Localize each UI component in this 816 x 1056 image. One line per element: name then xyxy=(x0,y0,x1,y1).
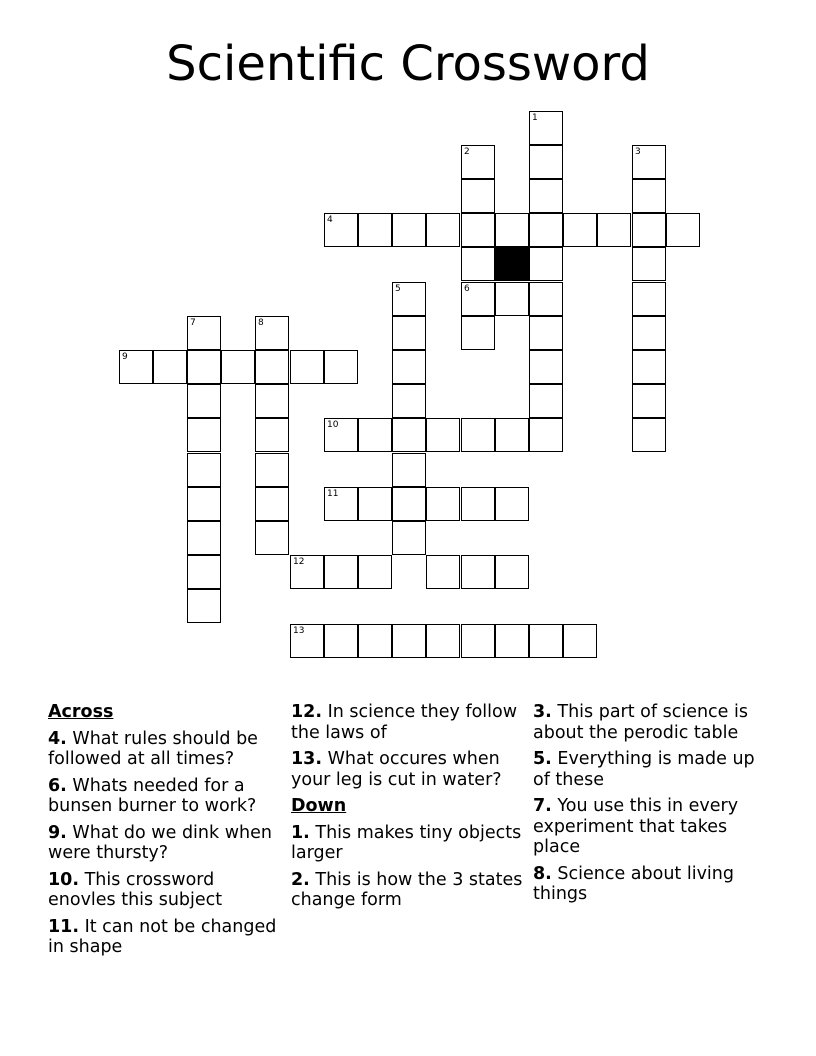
clue-text: What rules should be followed at all times? xyxy=(48,728,258,769)
crossword-cell[interactable] xyxy=(495,213,529,247)
crossword-cell[interactable] xyxy=(563,213,597,247)
crossword-cell[interactable] xyxy=(324,624,358,658)
cell-number: 2 xyxy=(464,147,470,157)
crossword-cell[interactable] xyxy=(392,521,426,555)
crossword-cell[interactable] xyxy=(461,282,495,316)
clue-text: This crossword enovles this subject xyxy=(48,869,223,910)
clue-across-13 xyxy=(291,749,529,790)
crossword-cell[interactable] xyxy=(392,624,426,658)
clue-down-1 xyxy=(291,823,529,864)
clue-across-4 xyxy=(48,729,286,770)
cell-number: 6 xyxy=(464,284,470,294)
crossword-cell[interactable] xyxy=(529,624,563,658)
crossword-cell[interactable] xyxy=(461,487,495,521)
clue-number: 10. xyxy=(48,869,80,890)
crossword-cell[interactable] xyxy=(255,350,289,384)
clue-text: It can not be changed in shape xyxy=(48,916,277,957)
crossword-cell[interactable] xyxy=(324,555,358,589)
clue-number: 1. xyxy=(291,822,310,843)
clue-text: This part of science is about the perodic table xyxy=(533,702,748,743)
crossword-cell[interactable] xyxy=(392,213,426,247)
crossword-cell[interactable] xyxy=(529,213,563,247)
cell-number: 11 xyxy=(327,489,339,499)
crossword-cell[interactable] xyxy=(392,384,426,418)
crossword-cell[interactable] xyxy=(358,213,392,247)
clue-text: What occures when your leg is cut in water? xyxy=(291,749,502,790)
clue-number: 7. xyxy=(533,796,552,816)
crossword-cell[interactable] xyxy=(324,487,358,521)
crossword-cell[interactable] xyxy=(290,555,324,589)
crossword-cell[interactable] xyxy=(187,521,221,555)
crossword-cell[interactable] xyxy=(187,555,221,589)
crossword-cell[interactable] xyxy=(529,145,563,179)
crossword-cell[interactable] xyxy=(632,316,666,350)
clues-column-2 xyxy=(291,702,529,917)
clue-text: In science they follow the laws of xyxy=(291,702,518,743)
crossword-cell[interactable] xyxy=(632,145,666,179)
crossword-cell[interactable] xyxy=(187,350,221,384)
crossword-cell[interactable] xyxy=(529,282,563,316)
crossword-cell[interactable] xyxy=(392,316,426,350)
crossword-cell[interactable] xyxy=(632,282,666,316)
crossword-cell[interactable] xyxy=(461,555,495,589)
clue-number: 12. xyxy=(291,702,323,722)
cell-number: 10 xyxy=(327,420,339,430)
clues-column-3 xyxy=(533,702,771,911)
crossword-cell[interactable] xyxy=(392,487,426,521)
crossword-cell[interactable] xyxy=(426,624,460,658)
clue-number: 8. xyxy=(533,863,552,884)
crossword-cell[interactable] xyxy=(529,316,563,350)
crossword-cell[interactable] xyxy=(461,247,495,281)
crossword-cell[interactable] xyxy=(495,282,529,316)
crossword-cell[interactable] xyxy=(632,350,666,384)
crossword-cell[interactable] xyxy=(495,487,529,521)
clue-number: 13. xyxy=(291,749,323,769)
clue-across-9 xyxy=(48,823,286,864)
crossword-cell[interactable] xyxy=(221,350,255,384)
crossword-cell[interactable] xyxy=(426,418,460,452)
cell-number: 7 xyxy=(190,318,196,328)
clue-number: 11. xyxy=(48,916,80,937)
crossword-cell[interactable] xyxy=(495,418,529,452)
crossword-cell[interactable] xyxy=(632,247,666,281)
crossword-cell[interactable] xyxy=(392,350,426,384)
crossword-cell[interactable] xyxy=(529,350,563,384)
cell-number: 12 xyxy=(293,557,305,567)
crossword-cell[interactable] xyxy=(119,350,153,384)
crossword-cell[interactable] xyxy=(461,213,495,247)
crossword-cell[interactable] xyxy=(358,418,392,452)
clue-down-8 xyxy=(533,864,771,905)
clue-number: 6. xyxy=(48,775,67,796)
clue-across-12 xyxy=(291,702,529,743)
crossword-cell[interactable] xyxy=(324,418,358,452)
crossword-cell[interactable] xyxy=(461,624,495,658)
clue-across-6 xyxy=(48,776,286,817)
down-heading: Down xyxy=(291,796,347,816)
cell-number: 13 xyxy=(293,626,305,636)
clue-number: 3. xyxy=(533,702,552,722)
crossword-cell[interactable] xyxy=(358,624,392,658)
crossword-cell[interactable] xyxy=(187,384,221,418)
crossword-cell[interactable] xyxy=(426,213,460,247)
clue-across-11 xyxy=(48,917,286,958)
crossword-cell[interactable] xyxy=(392,453,426,487)
crossword-cell[interactable] xyxy=(461,316,495,350)
clue-text: You use this in every experiment that takes place xyxy=(533,796,739,857)
clue-across-10 xyxy=(48,870,286,911)
clue-text: Everything is made up of these xyxy=(533,749,755,790)
page-title: Scientific Crossword xyxy=(166,36,650,92)
crossword-cell[interactable] xyxy=(255,521,289,555)
crossword-cell[interactable] xyxy=(495,555,529,589)
crossword-cell[interactable] xyxy=(358,555,392,589)
clue-down-3 xyxy=(533,702,771,743)
crossword-cell[interactable] xyxy=(632,213,666,247)
cell-number: 1 xyxy=(532,113,538,123)
cell-number: 9 xyxy=(122,352,128,362)
crossword-cell[interactable] xyxy=(529,418,563,452)
cell-number: 4 xyxy=(327,215,333,225)
crossword-cell[interactable] xyxy=(495,624,529,658)
crossword-cell[interactable] xyxy=(187,589,221,623)
clue-text: What do we dink when were thursty? xyxy=(48,822,272,863)
crossword-cell[interactable] xyxy=(529,111,563,145)
crossword-cell[interactable] xyxy=(187,487,221,521)
crossword-cell[interactable] xyxy=(666,213,700,247)
crossword-cell[interactable] xyxy=(187,316,221,350)
crossword-cell[interactable] xyxy=(290,624,324,658)
crossword-cell[interactable] xyxy=(392,282,426,316)
crossword-cell[interactable] xyxy=(358,487,392,521)
crossword-cell[interactable] xyxy=(563,624,597,658)
clue-down-7 xyxy=(533,796,771,858)
clue-down-2 xyxy=(291,870,529,911)
crossword-cell[interactable] xyxy=(290,350,324,384)
crossword-cell[interactable] xyxy=(461,145,495,179)
crossword-cell[interactable] xyxy=(153,350,187,384)
crossword-cell[interactable] xyxy=(529,179,563,213)
crossword-cell[interactable] xyxy=(255,316,289,350)
crossword-cell[interactable] xyxy=(632,418,666,452)
crossword-cell[interactable] xyxy=(255,384,289,418)
crossword-cell[interactable] xyxy=(255,418,289,452)
crossword-cell[interactable] xyxy=(392,418,426,452)
crossword-cell[interactable] xyxy=(187,453,221,487)
crossword-cell[interactable] xyxy=(255,453,289,487)
across-heading: Across xyxy=(48,702,114,722)
crossword-cell[interactable] xyxy=(324,350,358,384)
clue-text: This is how the 3 states change form xyxy=(291,869,523,910)
clue-text: Whats needed for a bunsen burner to work? xyxy=(48,775,257,816)
clue-number: 9. xyxy=(48,822,67,843)
crossword-cell[interactable] xyxy=(461,179,495,213)
crossword-cell[interactable] xyxy=(632,384,666,418)
crossword-cell[interactable] xyxy=(187,418,221,452)
crossword-cell[interactable] xyxy=(632,179,666,213)
crossword-cell[interactable] xyxy=(529,384,563,418)
clue-number: 4. xyxy=(48,728,67,749)
crossword-cell[interactable] xyxy=(529,247,563,281)
crossword-cell[interactable] xyxy=(461,418,495,452)
crossword-block xyxy=(495,247,529,281)
cell-number: 3 xyxy=(635,147,641,157)
crossword-cell[interactable] xyxy=(255,487,289,521)
clue-text: This makes tiny objects larger xyxy=(291,822,522,863)
clue-text: Science about living things xyxy=(533,863,734,904)
crossword-cell[interactable] xyxy=(426,555,460,589)
clues-column-1 xyxy=(48,702,286,964)
clue-number: 2. xyxy=(291,869,310,890)
clue-down-5 xyxy=(533,749,771,790)
clue-number: 5. xyxy=(533,749,552,769)
cell-number: 8 xyxy=(258,318,264,328)
cell-number: 5 xyxy=(395,284,401,294)
crossword-cell[interactable] xyxy=(597,213,631,247)
crossword-cell[interactable] xyxy=(426,487,460,521)
crossword-cell[interactable] xyxy=(324,213,358,247)
